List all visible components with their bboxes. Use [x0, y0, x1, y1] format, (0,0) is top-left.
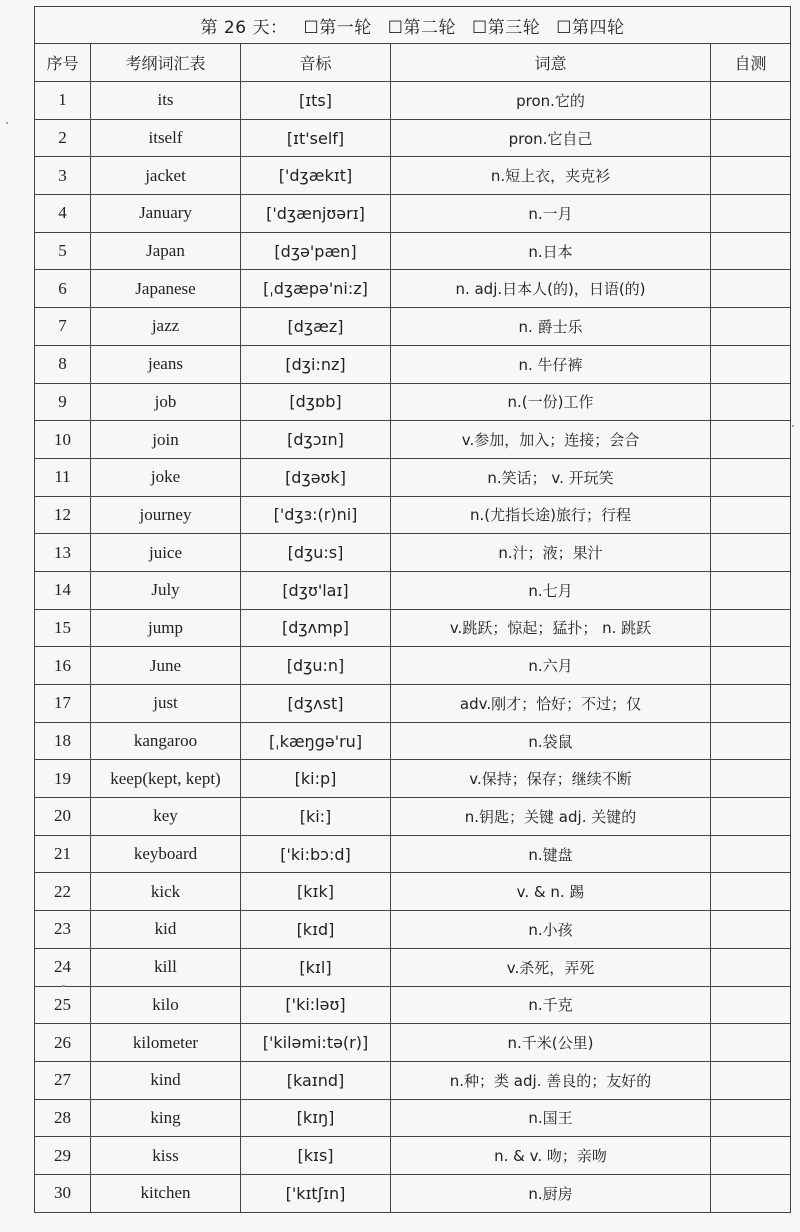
row-meaning: v.参加，加入；连接；会合 — [391, 421, 711, 459]
row-meaning: n.汁；液；果汁 — [391, 534, 711, 572]
row-number: 22 — [35, 873, 91, 911]
row-meaning: adv.刚才；恰好；不过；仅 — [391, 685, 711, 723]
row-self-test-cell[interactable] — [711, 345, 791, 383]
row-self-test-cell[interactable] — [711, 1137, 791, 1175]
row-number: 6 — [35, 270, 91, 308]
row-self-test-cell[interactable] — [711, 534, 791, 572]
table-row — [35, 534, 791, 572]
row-phonetic: [dʒəʊk] — [241, 458, 391, 496]
table-body — [35, 82, 791, 1213]
row-number: 9 — [35, 383, 91, 421]
table-row — [35, 345, 791, 383]
row-meaning: n. 爵士乐 — [391, 308, 711, 346]
row-word: key — [91, 798, 241, 836]
row-phonetic: [ˌdʒæpə'ni:z] — [241, 270, 391, 308]
table-row — [35, 911, 791, 949]
row-meaning: n.(一份)工作 — [391, 383, 711, 421]
row-number: 10 — [35, 421, 91, 459]
table-row — [35, 647, 791, 685]
table-row — [35, 119, 791, 157]
row-self-test-cell[interactable] — [711, 232, 791, 270]
table-row — [35, 986, 791, 1024]
table-row — [35, 609, 791, 647]
row-self-test-cell[interactable] — [711, 383, 791, 421]
table-row — [35, 195, 791, 233]
table-row — [35, 157, 791, 195]
row-meaning: pron.它的 — [391, 82, 711, 120]
row-self-test-cell[interactable] — [711, 986, 791, 1024]
row-phonetic: [kaɪnd] — [241, 1061, 391, 1099]
row-self-test-cell[interactable] — [711, 308, 791, 346]
row-phonetic: [dʒu:n] — [241, 647, 391, 685]
table-row — [35, 308, 791, 346]
table-row — [35, 270, 791, 308]
row-self-test-cell[interactable] — [711, 119, 791, 157]
table-row — [35, 722, 791, 760]
row-self-test-cell[interactable] — [711, 911, 791, 949]
row-meaning: n.种；类 adj. 善良的；友好的 — [391, 1061, 711, 1099]
row-number: 27 — [35, 1061, 91, 1099]
row-number: 7 — [35, 308, 91, 346]
header-num: 序号 — [35, 44, 91, 82]
row-self-test-cell[interactable] — [711, 873, 791, 911]
row-phonetic: [dʒɔɪn] — [241, 421, 391, 459]
row-meaning: n.键盘 — [391, 835, 711, 873]
row-phonetic: [dʒʌst] — [241, 685, 391, 723]
row-word: July — [91, 571, 241, 609]
row-self-test-cell[interactable] — [711, 647, 791, 685]
row-phonetic: ['ki:bɔ:d] — [241, 835, 391, 873]
round-1-checkbox[interactable]: ☐第一轮 — [303, 17, 372, 38]
row-word: kick — [91, 873, 241, 911]
row-word: Japanese — [91, 270, 241, 308]
row-word: jump — [91, 609, 241, 647]
table-row — [35, 873, 791, 911]
table-row — [35, 1137, 791, 1175]
row-meaning: n.钥匙；关键 adj. 关键的 — [391, 798, 711, 836]
table-row — [35, 685, 791, 723]
row-meaning: n.一月 — [391, 195, 711, 233]
table-row — [35, 1024, 791, 1062]
row-phonetic: [ki:p] — [241, 760, 391, 798]
row-self-test-cell[interactable] — [711, 1174, 791, 1212]
round-4-checkbox[interactable]: ☐第四轮 — [556, 17, 625, 38]
row-phonetic: [ɪt'self] — [241, 119, 391, 157]
row-phonetic: ['dʒænjʊərɪ] — [241, 195, 391, 233]
row-self-test-cell[interactable] — [711, 948, 791, 986]
row-number: 18 — [35, 722, 91, 760]
row-phonetic: [kɪk] — [241, 873, 391, 911]
row-self-test-cell[interactable] — [711, 1099, 791, 1137]
row-number: 25 — [35, 986, 91, 1024]
row-self-test-cell[interactable] — [711, 835, 791, 873]
row-word: Japan — [91, 232, 241, 270]
row-number: 19 — [35, 760, 91, 798]
title-row — [35, 7, 791, 44]
table-row — [35, 948, 791, 986]
row-phonetic: [dʒi:nz] — [241, 345, 391, 383]
row-number: 23 — [35, 911, 91, 949]
row-number: 21 — [35, 835, 91, 873]
row-phonetic: [ˌkæŋgə'ru] — [241, 722, 391, 760]
row-meaning: v. & n. 踢 — [391, 873, 711, 911]
row-number: 13 — [35, 534, 91, 572]
row-meaning: n. adj.日本人(的)，日语(的) — [391, 270, 711, 308]
row-word: join — [91, 421, 241, 459]
row-phonetic: [dʒu:s] — [241, 534, 391, 572]
row-number: 12 — [35, 496, 91, 534]
row-self-test-cell[interactable] — [711, 1024, 791, 1062]
row-meaning: pron.它自己 — [391, 119, 711, 157]
row-meaning: v.保持；保存；继续不断 — [391, 760, 711, 798]
table-row — [35, 383, 791, 421]
row-word: job — [91, 383, 241, 421]
row-meaning: n.笑话； v. 开玩笑 — [391, 458, 711, 496]
row-number: 16 — [35, 647, 91, 685]
row-word: kid — [91, 911, 241, 949]
table-row — [35, 798, 791, 836]
row-meaning: n. & v. 吻；亲吻 — [391, 1137, 711, 1175]
row-meaning: n.千米(公里) — [391, 1024, 711, 1062]
table-row — [35, 458, 791, 496]
row-number: 8 — [35, 345, 91, 383]
vocabulary-table — [34, 6, 791, 1213]
row-word: king — [91, 1099, 241, 1137]
row-number: 28 — [35, 1099, 91, 1137]
row-meaning: n.六月 — [391, 647, 711, 685]
vocabulary-sheet — [34, 6, 790, 1213]
row-phonetic: [kɪd] — [241, 911, 391, 949]
row-self-test-cell[interactable] — [711, 685, 791, 723]
row-self-test-cell[interactable] — [711, 157, 791, 195]
row-number: 1 — [35, 82, 91, 120]
row-word: journey — [91, 496, 241, 534]
row-word: joke — [91, 458, 241, 496]
table-row — [35, 421, 791, 459]
row-word: kilometer — [91, 1024, 241, 1062]
row-word: kilo — [91, 986, 241, 1024]
row-number: 24 — [35, 948, 91, 986]
row-self-test-cell[interactable] — [711, 798, 791, 836]
row-number: 4 — [35, 195, 91, 233]
row-phonetic: [dʒæz] — [241, 308, 391, 346]
table-row — [35, 232, 791, 270]
row-meaning: v.杀死，弄死 — [391, 948, 711, 986]
scan-speck — [6, 122, 8, 124]
row-word: kill — [91, 948, 241, 986]
row-meaning: n.袋鼠 — [391, 722, 711, 760]
row-phonetic: [dʒɒb] — [241, 383, 391, 421]
row-self-test-cell[interactable] — [711, 571, 791, 609]
row-self-test-cell[interactable] — [711, 421, 791, 459]
row-number: 30 — [35, 1174, 91, 1212]
row-self-test-cell[interactable] — [711, 270, 791, 308]
row-word: June — [91, 647, 241, 685]
row-phonetic: [kɪs] — [241, 1137, 391, 1175]
table-row — [35, 571, 791, 609]
row-phonetic: [dʒʊ'laɪ] — [241, 571, 391, 609]
row-self-test-cell[interactable] — [711, 760, 791, 798]
round-3-checkbox[interactable]: ☐第三轮 — [471, 17, 541, 38]
row-meaning: n.七月 — [391, 571, 711, 609]
row-phonetic: [ki:] — [241, 798, 391, 836]
row-self-test-cell[interactable] — [711, 722, 791, 760]
row-word: kangaroo — [91, 722, 241, 760]
sheet-title — [35, 7, 791, 44]
row-number: 29 — [35, 1137, 91, 1175]
row-word: itself — [91, 119, 241, 157]
row-phonetic: [dʒə'pæn] — [241, 232, 391, 270]
row-word: juice — [91, 534, 241, 572]
table-row — [35, 1061, 791, 1099]
row-meaning: n.千克 — [391, 986, 711, 1024]
row-meaning: n.(尤指长途)旅行；行程 — [391, 496, 711, 534]
row-phonetic: ['dʒɜ:(r)ni] — [241, 496, 391, 534]
header-ipa: 音标 — [241, 44, 391, 82]
row-phonetic: ['kɪtʃɪn] — [241, 1174, 391, 1212]
row-meaning: n.国王 — [391, 1099, 711, 1137]
row-number: 5 — [35, 232, 91, 270]
row-number: 26 — [35, 1024, 91, 1062]
row-self-test-cell[interactable] — [711, 496, 791, 534]
header-word: 考纲词汇表 — [91, 44, 241, 82]
header-meaning: 词意 — [391, 44, 711, 82]
row-meaning: n.短上衣，夹克衫 — [391, 157, 711, 195]
row-number: 2 — [35, 119, 91, 157]
row-self-test-cell[interactable] — [711, 1061, 791, 1099]
row-self-test-cell[interactable] — [711, 82, 791, 120]
table-row — [35, 82, 791, 120]
row-word: its — [91, 82, 241, 120]
row-meaning: n.日本 — [391, 232, 711, 270]
day-label: 第 26 天： — [200, 17, 288, 38]
row-number: 14 — [35, 571, 91, 609]
row-number: 15 — [35, 609, 91, 647]
row-word: kind — [91, 1061, 241, 1099]
scan-speck — [792, 425, 794, 427]
row-number: 17 — [35, 685, 91, 723]
row-meaning: n. 牛仔裤 — [391, 345, 711, 383]
row-phonetic: ['kiləmi:tə(r)] — [241, 1024, 391, 1062]
row-word: jazz — [91, 308, 241, 346]
row-number: 20 — [35, 798, 91, 836]
row-phonetic: [kɪl] — [241, 948, 391, 986]
row-word: keyboard — [91, 835, 241, 873]
round-2-checkbox[interactable]: ☐第二轮 — [387, 17, 456, 38]
row-number: 3 — [35, 157, 91, 195]
row-phonetic: ['ki:ləʊ] — [241, 986, 391, 1024]
row-meaning: v.跳跃；惊起；猛扑； n. 跳跃 — [391, 609, 711, 647]
row-word: kiss — [91, 1137, 241, 1175]
table-row — [35, 1174, 791, 1212]
row-phonetic: [ɪts] — [241, 82, 391, 120]
table-row — [35, 496, 791, 534]
row-meaning: n.小孩 — [391, 911, 711, 949]
row-word: just — [91, 685, 241, 723]
row-meaning: n.厨房 — [391, 1174, 711, 1212]
row-phonetic: [dʒʌmp] — [241, 609, 391, 647]
header-row — [35, 44, 791, 82]
scan-speck — [62, 985, 65, 987]
row-word: jacket — [91, 157, 241, 195]
row-word: keep(kept, kept) — [91, 760, 241, 798]
table-row — [35, 760, 791, 798]
row-phonetic: ['dʒækɪt] — [241, 157, 391, 195]
table-row — [35, 835, 791, 873]
row-self-test-cell[interactable] — [711, 609, 791, 647]
row-self-test-cell[interactable] — [711, 195, 791, 233]
table-row — [35, 1099, 791, 1137]
row-self-test-cell[interactable] — [711, 458, 791, 496]
row-word: January — [91, 195, 241, 233]
row-word: kitchen — [91, 1174, 241, 1212]
header-self-test: 自测 — [711, 44, 791, 82]
row-number: 11 — [35, 458, 91, 496]
row-word: jeans — [91, 345, 241, 383]
row-phonetic: [kɪŋ] — [241, 1099, 391, 1137]
